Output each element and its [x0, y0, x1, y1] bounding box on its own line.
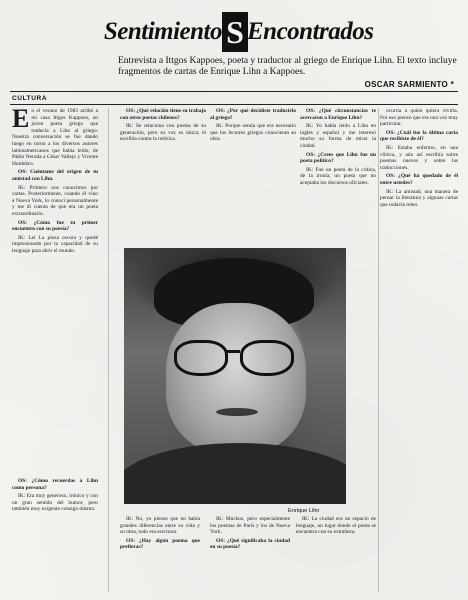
column-1-para: IK: Primero nos conocimos por cartas. Posteriormente, cuando él vino a Nueva York, lo conocí personalmente y me di cuenta de que era un poeta extraordinario.	[12, 184, 98, 217]
column-divider	[108, 108, 109, 592]
column-4-question: OS: ¿Qué significaba la ciudad en su poesía?	[210, 537, 290, 551]
column-5-question: OS: ¿Qué ha quedado de él entre ustedes?	[380, 173, 458, 186]
column-4-bottom	[296, 516, 376, 592]
column-1-question: OS: Cuéntame del origen de tu amistad con Lihn.	[12, 169, 98, 182]
column-2-question: OS: ¿Qué relación tiene su trabajo con otros poetas chilenos?	[120, 108, 206, 121]
column-1	[12, 108, 98, 470]
column-5-question: OS: ¿Cuál fue la última carta que recibiste de él?	[380, 129, 458, 143]
portrait-photo	[124, 248, 346, 504]
byline: OSCAR SARMIENTO *	[364, 80, 454, 89]
column-3-para: IK: Porque sentía que era necesario que los lectores griegos conocieran su obra.	[210, 123, 296, 143]
deck: Entrevista a Ittgos Kappoes, poeta y traductor al griego de Enrique Lihn. El texto incluye fragmentos de cartas de Enrique Lihn a Kappoes.	[118, 56, 457, 77]
column-2-para: IK: No, yo pienso que no había grandes diferencias entre su vida y su obra, todo era escritura.	[120, 516, 200, 536]
column-5-para: ocurría a quien quiera vivirla. Por eso pienso que era una voz muy particular.	[380, 108, 458, 128]
column-5-para: IK: La amistad, una manera de pensar la literatura y algunas cartas que todavía releo.	[380, 188, 458, 208]
section-rule	[10, 104, 458, 105]
column-2-bottom	[120, 516, 200, 592]
column-1-para: n el verano de 1983 arribó a mi casa Ittgos Kappoes, un joven poeta griego que traducía a Lihn al griego. Nuestra conversación se fue dando luego en torno a los diversos autores latinoamericanos que había leído, de Pablo Neruda a César Vallejo y Vicente Huidobro.	[12, 108, 98, 167]
column-3	[210, 108, 296, 238]
section-label: CULTURA	[12, 95, 48, 102]
column-1-bottom	[12, 478, 98, 590]
headline-left: Sentimiento	[103, 18, 222, 45]
photo-caption: Enrique Lihn	[288, 508, 320, 514]
column-4	[300, 108, 376, 238]
column-4-para: IK: Fue un poeta de la crítica, de la ironía; un poeta que no aceptaba los discursos oficiales.	[300, 166, 376, 186]
column-4-para: IK: Muchos, pero especialmente los poemas de París y los de Nueva York.	[210, 516, 290, 536]
column-4-para: IK: Yo había leído a Lihn en inglés y español y me interesó mucho su forma de mirar la ciudad.	[300, 123, 376, 149]
column-5	[380, 108, 458, 590]
headline	[0, 10, 468, 56]
column-1-para: IK: Era muy generoso, irónico y con un gran sentido del humor, pero también muy exigente consigo mismo.	[12, 493, 98, 513]
column-4-question: OS: ¿Crees que Lihn fue un poeta político?	[300, 151, 376, 165]
top-rule	[10, 91, 458, 92]
column-3-question: OS: ¿Por qué decidiste traducirlo al griego?	[210, 108, 296, 121]
headline-initial-s: S	[222, 12, 248, 52]
column-3-bottom	[210, 516, 290, 592]
drop-cap: E	[12, 108, 30, 133]
column-1-question: OS: ¿Cómo recuerdas a Lihn como persona?	[12, 478, 98, 491]
column-2-question: OS: ¿Hay algún poema que prefieras?	[120, 537, 200, 551]
column-divider	[378, 108, 379, 592]
column-4-question: OS: ¿Qué circunstancias te acercaron a Enrique Lihn?	[300, 108, 376, 121]
column-2-para: IK: Se relaciona con poetas de su generación, pero su voz es única; él escribía contra la retórica.	[120, 123, 206, 143]
column-2	[120, 108, 206, 238]
column-5-para: IK: Estaba enfermo, en una clínica, y aún así escribía sobre poemas nuevos y sobre las traducciones.	[380, 144, 458, 171]
column-1-question: OS: ¿Cómo fue tu primer encuentro con su poesía?	[12, 219, 98, 233]
column-5-para: IK: La ciudad era un espacio de lenguaje, un lugar donde el poeta se encuentra con su extrañeza.	[296, 516, 376, 536]
headline-right: Encontrados	[247, 18, 374, 45]
column-1-para: IK: Leí La pieza oscura y quedé impresionado por la capacidad de su lenguaje para abrir el mundo.	[12, 234, 98, 254]
